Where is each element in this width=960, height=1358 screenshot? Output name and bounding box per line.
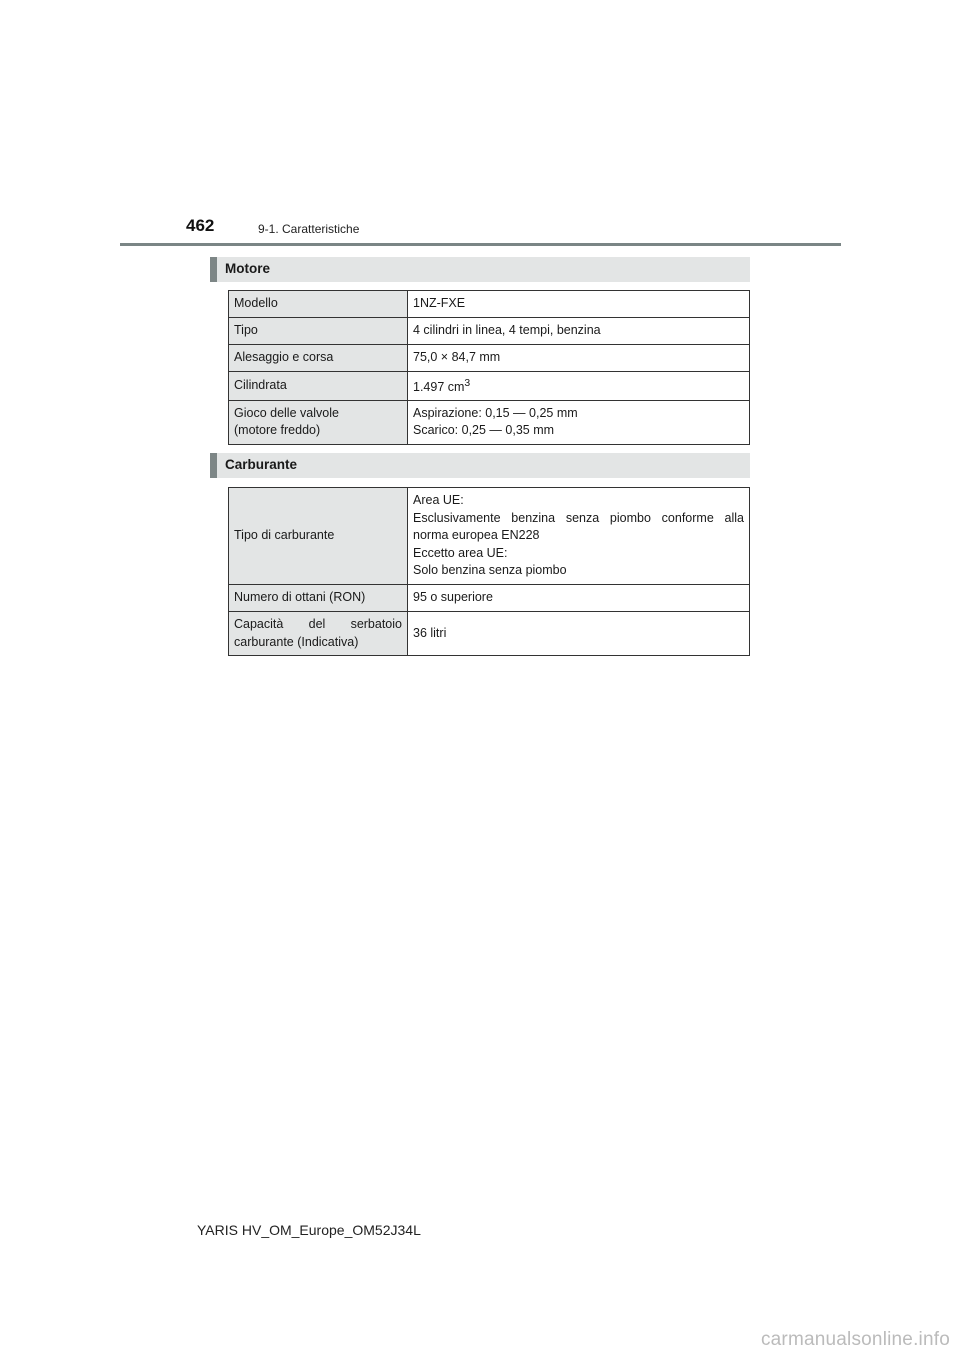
section-title-carburante: Carburante bbox=[225, 457, 298, 472]
row-label: Alesaggio e corsa bbox=[229, 345, 408, 372]
section-header-motore bbox=[210, 257, 750, 282]
row-label: Capacità del serbatoio carburante (Indicativa) bbox=[229, 612, 408, 656]
row-label: Numero di ottani (RON) bbox=[229, 585, 408, 612]
document-id: YARIS HV_OM_Europe_OM52J34L bbox=[197, 1222, 421, 1238]
row-label: Modello bbox=[229, 291, 408, 318]
section-header-carburante bbox=[210, 453, 750, 478]
table-row bbox=[229, 318, 750, 345]
row-value: 4 cilindri in linea, 4 tempi, benzina bbox=[408, 318, 750, 345]
table-row bbox=[229, 612, 750, 656]
section-title-motore: Motore bbox=[225, 261, 270, 276]
row-value: 1NZ-FXE bbox=[408, 291, 750, 318]
table-row bbox=[229, 585, 750, 612]
row-value: 95 o superiore bbox=[408, 585, 750, 612]
row-label: Tipo bbox=[229, 318, 408, 345]
table-row bbox=[229, 400, 750, 444]
table-row bbox=[229, 345, 750, 372]
page-number: 462 bbox=[186, 216, 215, 235]
watermark: carmanualsonline.info bbox=[760, 1329, 950, 1350]
row-value: Aspirazione: 0,15 — 0,25 mm Scarico: 0,25 — 0,35 mm bbox=[408, 400, 750, 444]
row-value: Area UE: Esclusivamente benzina senza piombo conforme alla norma europea EN228 Eccetto area UE: Solo benzina senza piombo bbox=[408, 488, 750, 585]
table-row bbox=[229, 372, 750, 401]
carburante-table bbox=[228, 487, 750, 656]
displacement-unit-exponent: 3 bbox=[464, 378, 471, 389]
row-value bbox=[408, 372, 750, 401]
row-label: Gioco delle valvole (motore freddo) bbox=[229, 400, 408, 444]
table-row bbox=[229, 488, 750, 585]
displacement-value: 1.497 cm bbox=[413, 380, 465, 395]
header-rule bbox=[120, 243, 841, 246]
row-label: Tipo di carburante bbox=[229, 488, 408, 585]
row-label: Cilindrata bbox=[229, 372, 408, 401]
table-row bbox=[229, 291, 750, 318]
motore-table bbox=[228, 290, 750, 445]
chapter-title: 9-1. Caratteristiche bbox=[258, 222, 360, 236]
row-value: 75,0 × 84,7 mm bbox=[408, 345, 750, 372]
row-value: 36 litri bbox=[408, 612, 750, 656]
